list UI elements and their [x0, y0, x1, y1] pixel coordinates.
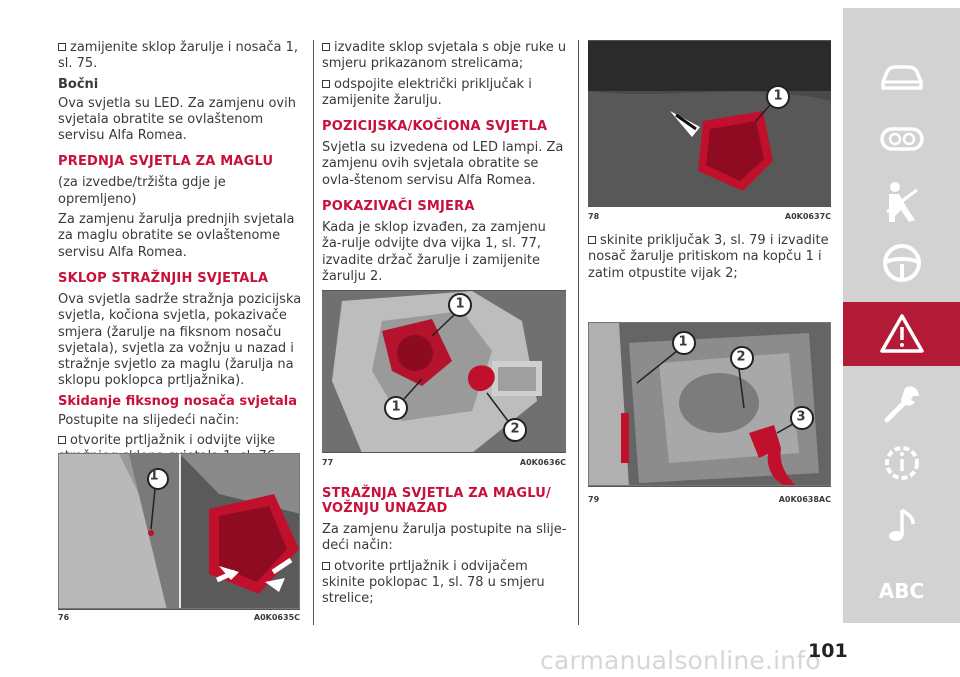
steering-wheel-icon[interactable] — [843, 232, 960, 294]
checkbox-bullet-icon — [322, 43, 330, 51]
figure-77 — [322, 290, 566, 472]
callout-1: 1 — [391, 399, 401, 415]
wrench-icon[interactable] — [843, 372, 960, 434]
chapter-index-sidebar — [843, 8, 960, 623]
paragraph: Ova svjetla su LED. Za zamjenu ovih svjetala obratite se ovlaštenom servisu Alfa Romea. — [58, 95, 296, 144]
bullet-paragraph: skinite priključak 3, sl. 79 i izvadite nosač žarulje pritiskom na kopču 1 i zatim otpustite vijak 2; — [588, 233, 829, 281]
bullet-paragraph: izvadite sklop svjetala s obje ruke u smjeru prikazanom strelicama; — [322, 40, 567, 72]
checkbox-bullet-icon — [322, 80, 330, 88]
figure-code: A0K0636C — [519, 458, 566, 467]
text-column-1 — [58, 40, 306, 470]
figure-code: A0K0637C — [784, 212, 831, 221]
watermark: carmanualsonline.info — [540, 646, 821, 675]
figure-76-photo — [58, 453, 300, 609]
caption-rule — [588, 206, 831, 207]
figure-number: 76 — [58, 613, 70, 622]
text-column-2-lower — [322, 486, 568, 611]
figure-77-photo — [322, 290, 566, 452]
figure-79-photo — [588, 322, 831, 486]
figure-76 — [58, 453, 300, 625]
section-heading-rear-fog-reverse: STRAŽNJA SVJETLA ZA MAGLU/ VOŽNJU UNAZAD — [322, 486, 551, 516]
paragraph: Za zamjenu žarulja prednjih svjetala za maglu obratite se ovlaštenome servisu Alfa Romea. — [58, 212, 295, 260]
caption-rule — [322, 452, 566, 453]
caption-rule — [58, 609, 300, 610]
callout-1: 1 — [678, 334, 688, 350]
column-divider — [313, 40, 314, 625]
bullet-paragraph: otvorite prtljažnik i odvijačem skinite poklopac 1, sl. 78 u smjeru strelice; — [322, 558, 545, 607]
column-divider — [578, 40, 579, 625]
paragraph: Kada je sklop izvađen, za zamjenu ža-rulje odvijte dva vijka 1, sl. 77, izvadite držač žarulje i zamijenite žarulju 2. — [322, 220, 546, 284]
abc-label: ABC — [878, 579, 925, 603]
paragraph: Za zamjenu žarulja postupite na slije-deći način: — [322, 522, 567, 554]
abc-index-button[interactable] — [843, 560, 960, 622]
callout-1: 1 — [773, 88, 783, 104]
figure-78-photo — [588, 40, 831, 206]
gear-info-icon[interactable] — [843, 432, 960, 494]
car-icon[interactable] — [843, 46, 960, 108]
paragraph: Postupite na slijedeći način: — [58, 412, 240, 428]
figure-79 — [588, 322, 831, 508]
figure-78 — [588, 40, 831, 226]
checkbox-bullet-icon — [588, 236, 596, 244]
callout-1: 1 — [149, 468, 159, 484]
warning-triangle-icon[interactable] — [843, 302, 960, 366]
figure-code: A0K0638AC — [778, 495, 831, 504]
bullet-paragraph: otvorite prtljažnik i odvijte vijke — [58, 433, 306, 466]
callout-2: 2 — [510, 421, 520, 437]
figure-code: A0K0635C — [253, 613, 300, 622]
heading-bocni: Bočni — [58, 76, 99, 92]
section-heading-fog-lights: PREDNJA SVJETLA ZA MAGLU — [58, 154, 274, 170]
text-column-2 — [322, 40, 568, 289]
seatbelt-icon[interactable] — [843, 170, 960, 232]
paragraph: Svjetla su izvedena od LED lampi. Za zamjenu ovih svjetala obratite se ovla-štenom servisu Alfa Romea. — [322, 140, 564, 188]
figure-number: 77 — [322, 458, 334, 467]
caption-rule — [588, 486, 831, 487]
paragraph: (za izvedbe/tržišta gdje je opremljeno) — [58, 175, 226, 207]
section-heading-rear-lights: SKLOP STRAŽNJIH SVJETALA — [58, 270, 269, 286]
paragraph: Ova svjetla sadrže stražnja pozicijska svjetla, kočiona svjetla, pokazivače smjera (žarulje na fiksnom nosaču svjetala), svjetla za vožnju u nazad i stražnje svjetlo za maglu (žarulja na sklopu poklopca prtljažnika). — [58, 291, 302, 389]
callout-2: 2 — [736, 349, 746, 365]
figure-number: 78 — [588, 212, 600, 221]
music-note-icon[interactable] — [843, 494, 960, 556]
text-column-3 — [588, 233, 832, 286]
bullet-paragraph: odspojite električki priključak i zamijenite žarulju. — [322, 76, 532, 108]
subheading-removal: Skidanje fiksnog nosača svjetala — [58, 393, 298, 409]
checkbox-bullet-icon — [58, 436, 66, 444]
bullet-paragraph: zamijenite sklop žarulje i nosača 1, sl. 75. — [58, 40, 299, 72]
section-heading-position-lights: POZICIJSKA/KOČIONA SVJETLA — [322, 119, 548, 135]
checkbox-bullet-icon — [58, 43, 66, 51]
page-number: 101 — [808, 640, 848, 662]
callout-3: 3 — [796, 409, 806, 425]
dashboard-icon[interactable] — [843, 108, 960, 170]
section-heading-indicators: POKAZIVAČI SMJERA — [322, 199, 475, 215]
callout-1: 1 — [455, 296, 465, 312]
figure-number: 79 — [588, 495, 600, 504]
checkbox-bullet-icon — [322, 562, 330, 570]
